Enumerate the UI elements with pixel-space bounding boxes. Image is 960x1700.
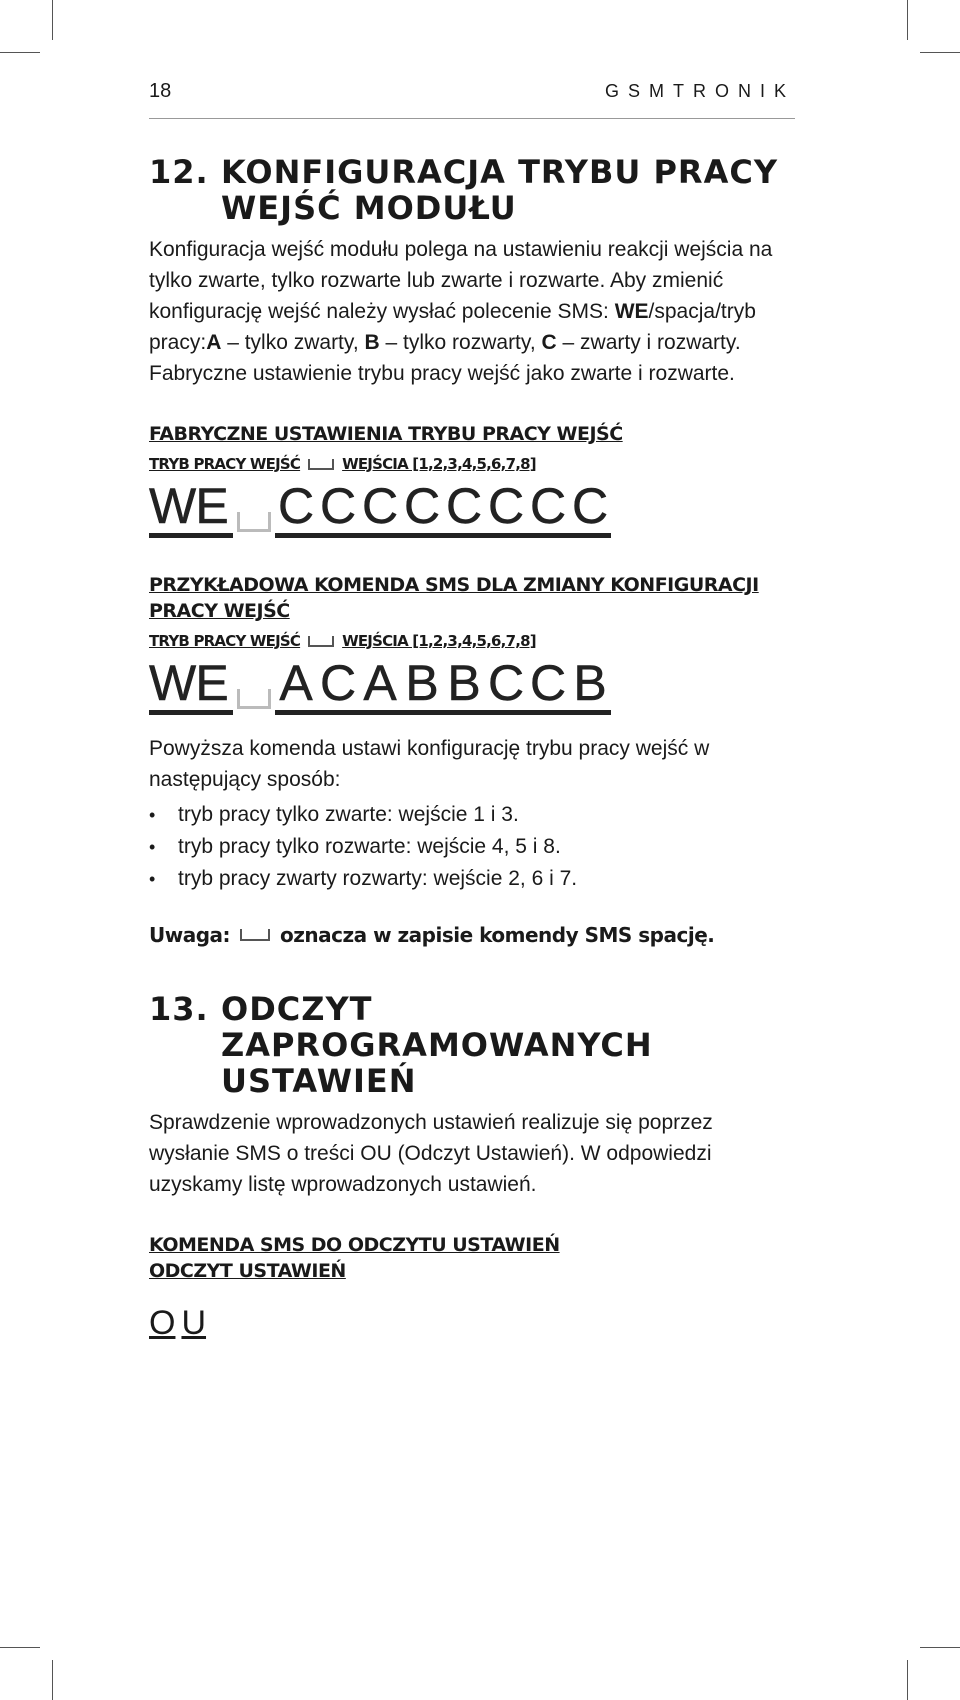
space-symbol-icon (308, 459, 334, 470)
section-12-intro (149, 234, 795, 389)
note (149, 923, 795, 947)
command-char: C (359, 481, 401, 538)
crop-mark (920, 52, 960, 53)
command-label (149, 632, 795, 650)
mode-list (149, 799, 795, 895)
note-text: oznacza w zapisie komendy SMS spację. (280, 923, 715, 947)
crop-mark (52, 0, 53, 40)
command-label (149, 455, 795, 473)
space-symbol-icon (240, 929, 270, 941)
inputs-label: WEJŚCIA [1,2,3,4,5,6,7,8] (342, 632, 536, 650)
brand-name: GSMTRONIK (604, 81, 795, 101)
crop-mark (920, 1647, 960, 1648)
read-command-block (149, 1232, 795, 1343)
intro-bold: B (364, 331, 380, 354)
intro-text: – tylko rozwarty, (379, 331, 542, 354)
inputs-label: WEJŚCIA [1,2,3,4,5,6,7,8] (342, 455, 536, 473)
command-char: A (275, 658, 317, 715)
result-description: Powyższa komenda ustawi konfigurację trybu pracy wejść w następujący sposób: (149, 737, 710, 791)
command-char: B (401, 658, 443, 715)
intro-bold: WE (614, 300, 649, 323)
page-content (149, 154, 795, 1343)
command-char: C (317, 481, 359, 538)
factory-settings-title: FABRYCZNE USTAWIENIA TRYBU PRACY WEJŚĆ (149, 423, 623, 445)
command-char: C (527, 658, 569, 715)
command-char: C (485, 481, 527, 538)
section-title: KONFIGURACJA TRYBU PRACY WEJŚĆ MODUŁU (221, 153, 778, 227)
command-char: C (527, 481, 569, 538)
example-command-block (149, 572, 795, 715)
command-char: C (569, 481, 611, 538)
mode-label: TRYB PRACY WEJŚĆ (149, 455, 301, 473)
list-item: • tryb pracy zwarty rozwarty: wejście 2, 6 i 7. (149, 863, 795, 895)
crop-mark (0, 52, 40, 53)
command-char: O (149, 1304, 176, 1342)
page-number: 18 (149, 80, 172, 102)
intro-text: – tylko zwarty, (221, 331, 365, 354)
command-char: C (317, 658, 359, 715)
note-label: Uwaga: (149, 923, 231, 947)
section-13-heading (149, 991, 795, 1099)
read-command (149, 1304, 795, 1343)
command-char: C (443, 481, 485, 538)
factory-command (149, 478, 795, 538)
crop-mark (52, 1660, 53, 1700)
crop-mark (907, 0, 908, 40)
intro-bold: C (541, 331, 557, 354)
read-command-subtitle: ODCZYT USTAWIEŃ (149, 1260, 346, 1282)
section-number: 13. (149, 990, 209, 1028)
crop-mark (0, 1647, 40, 1648)
command-char: C (275, 481, 317, 538)
command-char: B (443, 658, 485, 715)
example-command-title: PRZYKŁADOWA KOMENDA SMS DLA ZMIANY KONFIGURACJI PRACY WEJŚĆ (149, 574, 759, 622)
command-char: C (401, 481, 443, 538)
command-char: C (485, 658, 527, 715)
command-char: E (191, 481, 233, 538)
command-char: A (359, 658, 401, 715)
page-header (149, 80, 795, 103)
section-title: ODCZYT ZAPROGRAMOWANYCH USTAWIEŃ (221, 990, 653, 1100)
space-symbol-icon (237, 689, 271, 709)
command-char: B (569, 658, 611, 715)
command-char: E (191, 658, 233, 715)
intro-text: /spacja/tryb pracy: (149, 300, 756, 354)
mode-label: TRYB PRACY WEJŚĆ (149, 632, 301, 650)
crop-mark (907, 1660, 908, 1700)
intro-text: – zwarty i rozwarty. Fabryczne ustawienie trybu pracy wejść jako zwarte i rozwarte. (149, 331, 741, 385)
command-char: W (149, 658, 191, 715)
section-12-heading (149, 154, 795, 226)
read-command-title: KOMENDA SMS DO ODCZYTU USTAWIEŃ (149, 1234, 560, 1256)
intro-text: Konfiguracja wejść modułu polega na ustawieniu reakcji wejścia na tylko zwarte, tylko rozwarte lub zwarte i rozwarte. Aby zmienić konfigurację wejść należy wysłać polecenie SMS: (149, 238, 773, 323)
list-item: • tryb pracy tylko rozwarte: wejście 4, 5 i 8. (149, 831, 795, 863)
list-item: • tryb pracy tylko zwarte: wejście 1 i 3. (149, 799, 795, 831)
header-divider (149, 118, 795, 119)
space-symbol-icon (237, 512, 271, 532)
space-symbol-icon (308, 636, 334, 647)
section-number: 12. (149, 153, 209, 191)
command-char: W (149, 481, 191, 538)
example-command (149, 655, 795, 715)
factory-settings-block (149, 421, 795, 538)
section-13-intro: Sprawdzenie wprowadzonych ustawień realizuje się poprzez wysłanie SMS o treści OU (Odczyt Ustawień). W odpowiedzi uzyskamy listę wprowadzonych ustawień. (149, 1111, 713, 1196)
command-char: U (181, 1304, 207, 1342)
intro-bold: A (206, 331, 222, 354)
